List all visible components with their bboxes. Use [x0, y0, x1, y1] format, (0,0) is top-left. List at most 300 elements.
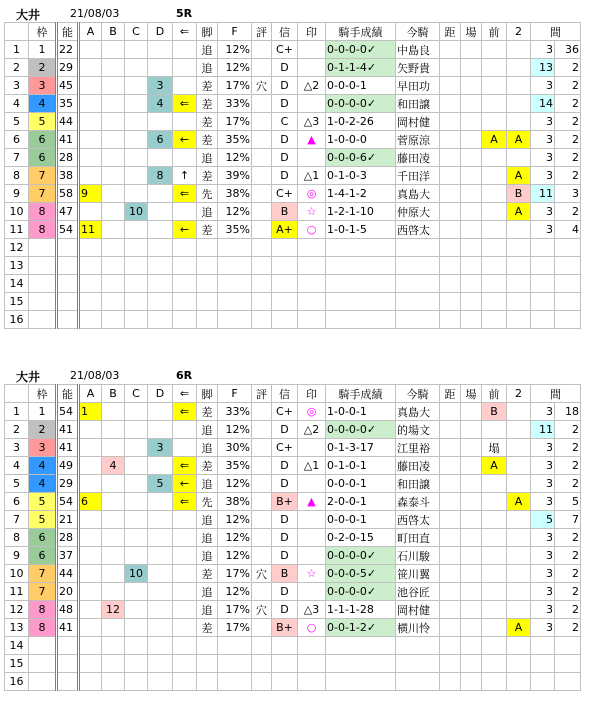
- horse-number: 6: [5, 493, 29, 511]
- aida2-cell: 2: [555, 131, 581, 149]
- mae-cell: [482, 95, 507, 113]
- b-cell: [102, 637, 125, 655]
- nou-cell: 44: [57, 565, 79, 583]
- c-cell: [125, 457, 148, 475]
- ni-cell: A: [507, 167, 531, 185]
- a-cell: [79, 275, 102, 293]
- hyo-cell: [252, 673, 272, 691]
- nou-cell: 35: [57, 95, 79, 113]
- ba-cell: [461, 167, 482, 185]
- d-cell: [148, 421, 173, 439]
- nou-cell: 41: [57, 131, 79, 149]
- table-row: [5, 457, 581, 475]
- kyori-cell: [440, 619, 461, 637]
- column-header: 間: [531, 23, 581, 41]
- ni-cell: [507, 655, 531, 673]
- nou-cell: [57, 673, 79, 691]
- waku-cell: [29, 655, 57, 673]
- c-cell: [125, 41, 148, 59]
- hyo-cell: 穴: [252, 77, 272, 95]
- mae-cell: [482, 547, 507, 565]
- aida1-cell: [531, 311, 555, 329]
- arrow-cell: [173, 239, 197, 257]
- ni-cell: [507, 439, 531, 457]
- waku-cell: 2: [29, 421, 57, 439]
- horse-number: 3: [5, 439, 29, 457]
- arrow-cell: [173, 203, 197, 221]
- shin-cell: B+: [272, 619, 298, 637]
- imaki-cell: 森泰斗: [396, 493, 440, 511]
- ni-cell: [507, 547, 531, 565]
- kyori-cell: [440, 311, 461, 329]
- shin-cell: C+: [272, 185, 298, 203]
- table-row: [5, 421, 581, 439]
- seiseki-cell: 0-0-0-1: [326, 511, 396, 529]
- arrow-cell: [173, 41, 197, 59]
- ba-cell: [461, 619, 482, 637]
- d-cell: [148, 673, 173, 691]
- shin-cell: D: [272, 149, 298, 167]
- nou-cell: 22: [57, 41, 79, 59]
- seiseki-cell: 0-0-0-0✓: [326, 95, 396, 113]
- venue-label: 大井: [16, 8, 41, 22]
- ba-cell: [461, 239, 482, 257]
- column-header: A: [79, 385, 102, 403]
- ni-cell: A: [507, 203, 531, 221]
- kyori-cell: [440, 547, 461, 565]
- mae-cell: [482, 203, 507, 221]
- mae-cell: [482, 185, 507, 203]
- f-cell: 12%: [218, 41, 252, 59]
- imaki-cell: 西啓太: [396, 511, 440, 529]
- f-cell: 38%: [218, 493, 252, 511]
- c-cell: [125, 239, 148, 257]
- ba-cell: [461, 475, 482, 493]
- f-cell: 17%: [218, 77, 252, 95]
- aida1-cell: 3: [531, 131, 555, 149]
- horse-number: 2: [5, 59, 29, 77]
- column-header: 評: [252, 385, 272, 403]
- a-cell: [79, 547, 102, 565]
- aida2-cell: 2: [555, 149, 581, 167]
- imaki-cell: 笹川翼: [396, 565, 440, 583]
- horse-number: 12: [5, 601, 29, 619]
- b-cell: [102, 547, 125, 565]
- f-cell: 35%: [218, 221, 252, 239]
- kyori-cell: [440, 421, 461, 439]
- kyori-cell: [440, 655, 461, 673]
- mae-cell: [482, 113, 507, 131]
- hyo-cell: [252, 293, 272, 311]
- b-cell: [102, 167, 125, 185]
- seiseki-cell: 1-0-1-5: [326, 221, 396, 239]
- a-cell: [79, 77, 102, 95]
- c-cell: [125, 421, 148, 439]
- column-header: ⇐: [173, 23, 197, 41]
- b-cell: [102, 77, 125, 95]
- waku-cell: 1: [29, 403, 57, 421]
- mae-cell: [482, 77, 507, 95]
- aida1-cell: [531, 655, 555, 673]
- shin-cell: [272, 655, 298, 673]
- seiseki-cell: 0-1-3-17: [326, 439, 396, 457]
- table-row: [5, 59, 581, 77]
- aida2-cell: 18: [555, 403, 581, 421]
- b-cell: [102, 95, 125, 113]
- nou-cell: 45: [57, 77, 79, 95]
- aida2-cell: 3: [555, 185, 581, 203]
- f-cell: [218, 275, 252, 293]
- shirushi-cell: [298, 511, 326, 529]
- horse-number: 3: [5, 77, 29, 95]
- seiseki-cell: 0-0-0-6✓: [326, 149, 396, 167]
- imaki-cell: 岡村健: [396, 601, 440, 619]
- waku-cell: 6: [29, 149, 57, 167]
- column-header: 2: [507, 23, 531, 41]
- ba-cell: [461, 403, 482, 421]
- imaki-cell: 和田譲: [396, 475, 440, 493]
- table-row: [5, 257, 581, 275]
- kyaku-cell: [197, 293, 218, 311]
- b-cell: [102, 619, 125, 637]
- c-cell: [125, 113, 148, 131]
- mae-cell: [482, 601, 507, 619]
- c-cell: [125, 167, 148, 185]
- kyori-cell: [440, 203, 461, 221]
- hyo-cell: [252, 275, 272, 293]
- table-row: [5, 311, 581, 329]
- kyori-cell: [440, 583, 461, 601]
- imaki-cell: 仲原大: [396, 203, 440, 221]
- c-cell: [125, 547, 148, 565]
- race-label: 5R: [176, 7, 193, 20]
- aida1-cell: 3: [531, 41, 555, 59]
- column-header: 騎手成績: [326, 23, 396, 41]
- aida2-cell: 2: [555, 475, 581, 493]
- race-1-table: [4, 22, 581, 329]
- arrow-cell: [173, 113, 197, 131]
- nou-cell: [57, 293, 79, 311]
- imaki-cell: 藤田凌: [396, 149, 440, 167]
- f-cell: [218, 637, 252, 655]
- kyori-cell: [440, 185, 461, 203]
- aida2-cell: [555, 275, 581, 293]
- mae-cell: [482, 511, 507, 529]
- ba-cell: [461, 601, 482, 619]
- d-cell: [148, 493, 173, 511]
- seiseki-cell: 0-1-0-1: [326, 457, 396, 475]
- f-cell: 33%: [218, 403, 252, 421]
- b-cell: [102, 149, 125, 167]
- a-cell: [79, 583, 102, 601]
- waku-cell: [29, 257, 57, 275]
- aida1-cell: 3: [531, 439, 555, 457]
- b-cell: [102, 257, 125, 275]
- d-cell: [148, 113, 173, 131]
- nou-cell: 29: [57, 475, 79, 493]
- shin-cell: D: [272, 511, 298, 529]
- column-header: D: [148, 385, 173, 403]
- column-header: 今騎: [396, 385, 440, 403]
- seiseki-cell: 1-0-0-1: [326, 403, 396, 421]
- shirushi-cell: [298, 439, 326, 457]
- aida1-cell: 3: [531, 403, 555, 421]
- nou-cell: [57, 257, 79, 275]
- d-cell: [148, 203, 173, 221]
- c-cell: [125, 185, 148, 203]
- shirushi-cell: [298, 673, 326, 691]
- column-header: 場: [461, 23, 482, 41]
- shin-cell: D: [272, 95, 298, 113]
- waku-cell: 8: [29, 203, 57, 221]
- horse-number: 1: [5, 403, 29, 421]
- aida1-cell: 3: [531, 113, 555, 131]
- b-cell: [102, 673, 125, 691]
- hyo-cell: [252, 311, 272, 329]
- table-row: [5, 239, 581, 257]
- kyori-cell: [440, 131, 461, 149]
- shirushi-cell: △3: [298, 113, 326, 131]
- aida2-cell: 2: [555, 95, 581, 113]
- d-cell: [148, 511, 173, 529]
- mae-cell: A: [482, 457, 507, 475]
- shirushi-cell: [298, 41, 326, 59]
- aida1-cell: [531, 673, 555, 691]
- table-row: [5, 113, 581, 131]
- waku-cell: 6: [29, 547, 57, 565]
- kyaku-cell: [197, 637, 218, 655]
- ba-cell: [461, 77, 482, 95]
- ni-cell: [507, 565, 531, 583]
- imaki-cell: 岡村健: [396, 113, 440, 131]
- c-cell: [125, 95, 148, 113]
- a-cell: [79, 293, 102, 311]
- hyo-cell: [252, 113, 272, 131]
- c-cell: [125, 403, 148, 421]
- mae-cell: [482, 275, 507, 293]
- seiseki-cell: [326, 275, 396, 293]
- arrow-cell: [173, 529, 197, 547]
- table-row: [5, 167, 581, 185]
- kyaku-cell: 差: [197, 221, 218, 239]
- c-cell: [125, 637, 148, 655]
- arrow-cell: [173, 59, 197, 77]
- shirushi-cell: [298, 547, 326, 565]
- d-cell: 3: [148, 77, 173, 95]
- c-cell: [125, 293, 148, 311]
- shin-cell: D: [272, 77, 298, 95]
- kyaku-cell: 追: [197, 529, 218, 547]
- column-header: 印: [298, 23, 326, 41]
- ni-cell: [507, 59, 531, 77]
- aida1-cell: 3: [531, 493, 555, 511]
- ba-cell: [461, 95, 482, 113]
- race-2-table: [4, 384, 581, 691]
- f-cell: [218, 239, 252, 257]
- kyori-cell: [440, 221, 461, 239]
- kyaku-cell: 追: [197, 547, 218, 565]
- ba-cell: [461, 41, 482, 59]
- horse-number: 11: [5, 583, 29, 601]
- c-cell: [125, 257, 148, 275]
- shirushi-cell: [298, 583, 326, 601]
- a-cell: [79, 565, 102, 583]
- nou-cell: [57, 637, 79, 655]
- nou-cell: 28: [57, 149, 79, 167]
- d-cell: [148, 149, 173, 167]
- ni-cell: [507, 583, 531, 601]
- nou-cell: 47: [57, 203, 79, 221]
- kyaku-cell: 差: [197, 131, 218, 149]
- seiseki-cell: 0-0-0-0✓: [326, 41, 396, 59]
- aida1-cell: 5: [531, 511, 555, 529]
- ba-cell: [461, 547, 482, 565]
- shirushi-cell: △3: [298, 601, 326, 619]
- d-cell: [148, 257, 173, 275]
- a-cell: [79, 655, 102, 673]
- shin-cell: D: [272, 167, 298, 185]
- ni-cell: [507, 293, 531, 311]
- f-cell: 17%: [218, 619, 252, 637]
- column-header: 脚: [197, 23, 218, 41]
- c-cell: [125, 221, 148, 239]
- f-cell: 12%: [218, 583, 252, 601]
- a-cell: 9: [79, 185, 102, 203]
- horse-number: 14: [5, 275, 29, 293]
- shin-cell: D: [272, 457, 298, 475]
- ni-cell: [507, 77, 531, 95]
- shin-cell: [272, 275, 298, 293]
- imaki-cell: 早田功: [396, 77, 440, 95]
- shin-cell: D: [272, 475, 298, 493]
- shin-cell: D: [272, 583, 298, 601]
- aida1-cell: 3: [531, 601, 555, 619]
- aida2-cell: [555, 257, 581, 275]
- ba-cell: [461, 673, 482, 691]
- arrow-cell: ⇐: [173, 493, 197, 511]
- hyo-cell: [252, 529, 272, 547]
- table-row: [5, 529, 581, 547]
- ni-cell: [507, 511, 531, 529]
- arrow-cell: [173, 293, 197, 311]
- b-cell: [102, 421, 125, 439]
- aida1-cell: 3: [531, 457, 555, 475]
- column-header: 距: [440, 385, 461, 403]
- column-header: F: [218, 23, 252, 41]
- arrow-cell: ⇐: [173, 457, 197, 475]
- race-2-title: [0, 366, 605, 385]
- waku-cell: 8: [29, 221, 57, 239]
- mae-cell: B: [482, 403, 507, 421]
- kyori-cell: [440, 293, 461, 311]
- aida1-cell: 11: [531, 421, 555, 439]
- kyaku-cell: 先: [197, 185, 218, 203]
- shin-cell: D: [272, 601, 298, 619]
- shin-cell: C+: [272, 439, 298, 457]
- kyaku-cell: 追: [197, 439, 218, 457]
- aida2-cell: 2: [555, 167, 581, 185]
- c-cell: [125, 77, 148, 95]
- a-cell: [79, 113, 102, 131]
- mae-cell: [482, 59, 507, 77]
- kyaku-cell: 追: [197, 601, 218, 619]
- f-cell: [218, 311, 252, 329]
- horse-number: 6: [5, 131, 29, 149]
- d-cell: [148, 457, 173, 475]
- ba-cell: [461, 493, 482, 511]
- mae-cell: [482, 565, 507, 583]
- ni-cell: [507, 149, 531, 167]
- waku-cell: 7: [29, 565, 57, 583]
- ni-cell: [507, 403, 531, 421]
- column-header: C: [125, 23, 148, 41]
- c-cell: [125, 439, 148, 457]
- b-cell: [102, 203, 125, 221]
- column-header: A: [79, 23, 102, 41]
- ni-cell: [507, 221, 531, 239]
- imaki-cell: 西啓太: [396, 221, 440, 239]
- nou-cell: [57, 275, 79, 293]
- arrow-cell: [173, 583, 197, 601]
- horse-number: 9: [5, 185, 29, 203]
- waku-cell: 3: [29, 77, 57, 95]
- imaki-cell: [396, 637, 440, 655]
- b-cell: [102, 59, 125, 77]
- column-header: 評: [252, 23, 272, 41]
- mae-cell: [482, 637, 507, 655]
- aida2-cell: 4: [555, 221, 581, 239]
- kyaku-cell: [197, 311, 218, 329]
- mae-cell: [482, 655, 507, 673]
- mae-cell: [482, 293, 507, 311]
- d-cell: [148, 275, 173, 293]
- c-cell: [125, 655, 148, 673]
- shin-cell: [272, 293, 298, 311]
- b-cell: [102, 221, 125, 239]
- f-cell: 12%: [218, 203, 252, 221]
- imaki-cell: 藤田凌: [396, 457, 440, 475]
- a-cell: [79, 131, 102, 149]
- f-cell: 12%: [218, 421, 252, 439]
- mae-cell: [482, 673, 507, 691]
- table-row: [5, 565, 581, 583]
- aida2-cell: [555, 637, 581, 655]
- f-cell: 17%: [218, 565, 252, 583]
- f-cell: 39%: [218, 167, 252, 185]
- arrow-cell: [173, 565, 197, 583]
- race-label: 6R: [176, 369, 193, 382]
- c-cell: [125, 673, 148, 691]
- table-row: [5, 439, 581, 457]
- seiseki-cell: [326, 655, 396, 673]
- aida1-cell: 3: [531, 475, 555, 493]
- kyaku-cell: 差: [197, 403, 218, 421]
- b-cell: [102, 403, 125, 421]
- a-cell: 11: [79, 221, 102, 239]
- mae-cell: [482, 257, 507, 275]
- kyori-cell: [440, 239, 461, 257]
- waku-cell: 4: [29, 475, 57, 493]
- mae-cell: 塌: [482, 439, 507, 457]
- ba-cell: [461, 275, 482, 293]
- seiseki-cell: 0-0-0-5✓: [326, 565, 396, 583]
- column-header: 信: [272, 23, 298, 41]
- d-cell: [148, 403, 173, 421]
- ni-cell: [507, 421, 531, 439]
- column-header: [5, 23, 29, 41]
- shin-cell: [272, 239, 298, 257]
- kyaku-cell: 差: [197, 457, 218, 475]
